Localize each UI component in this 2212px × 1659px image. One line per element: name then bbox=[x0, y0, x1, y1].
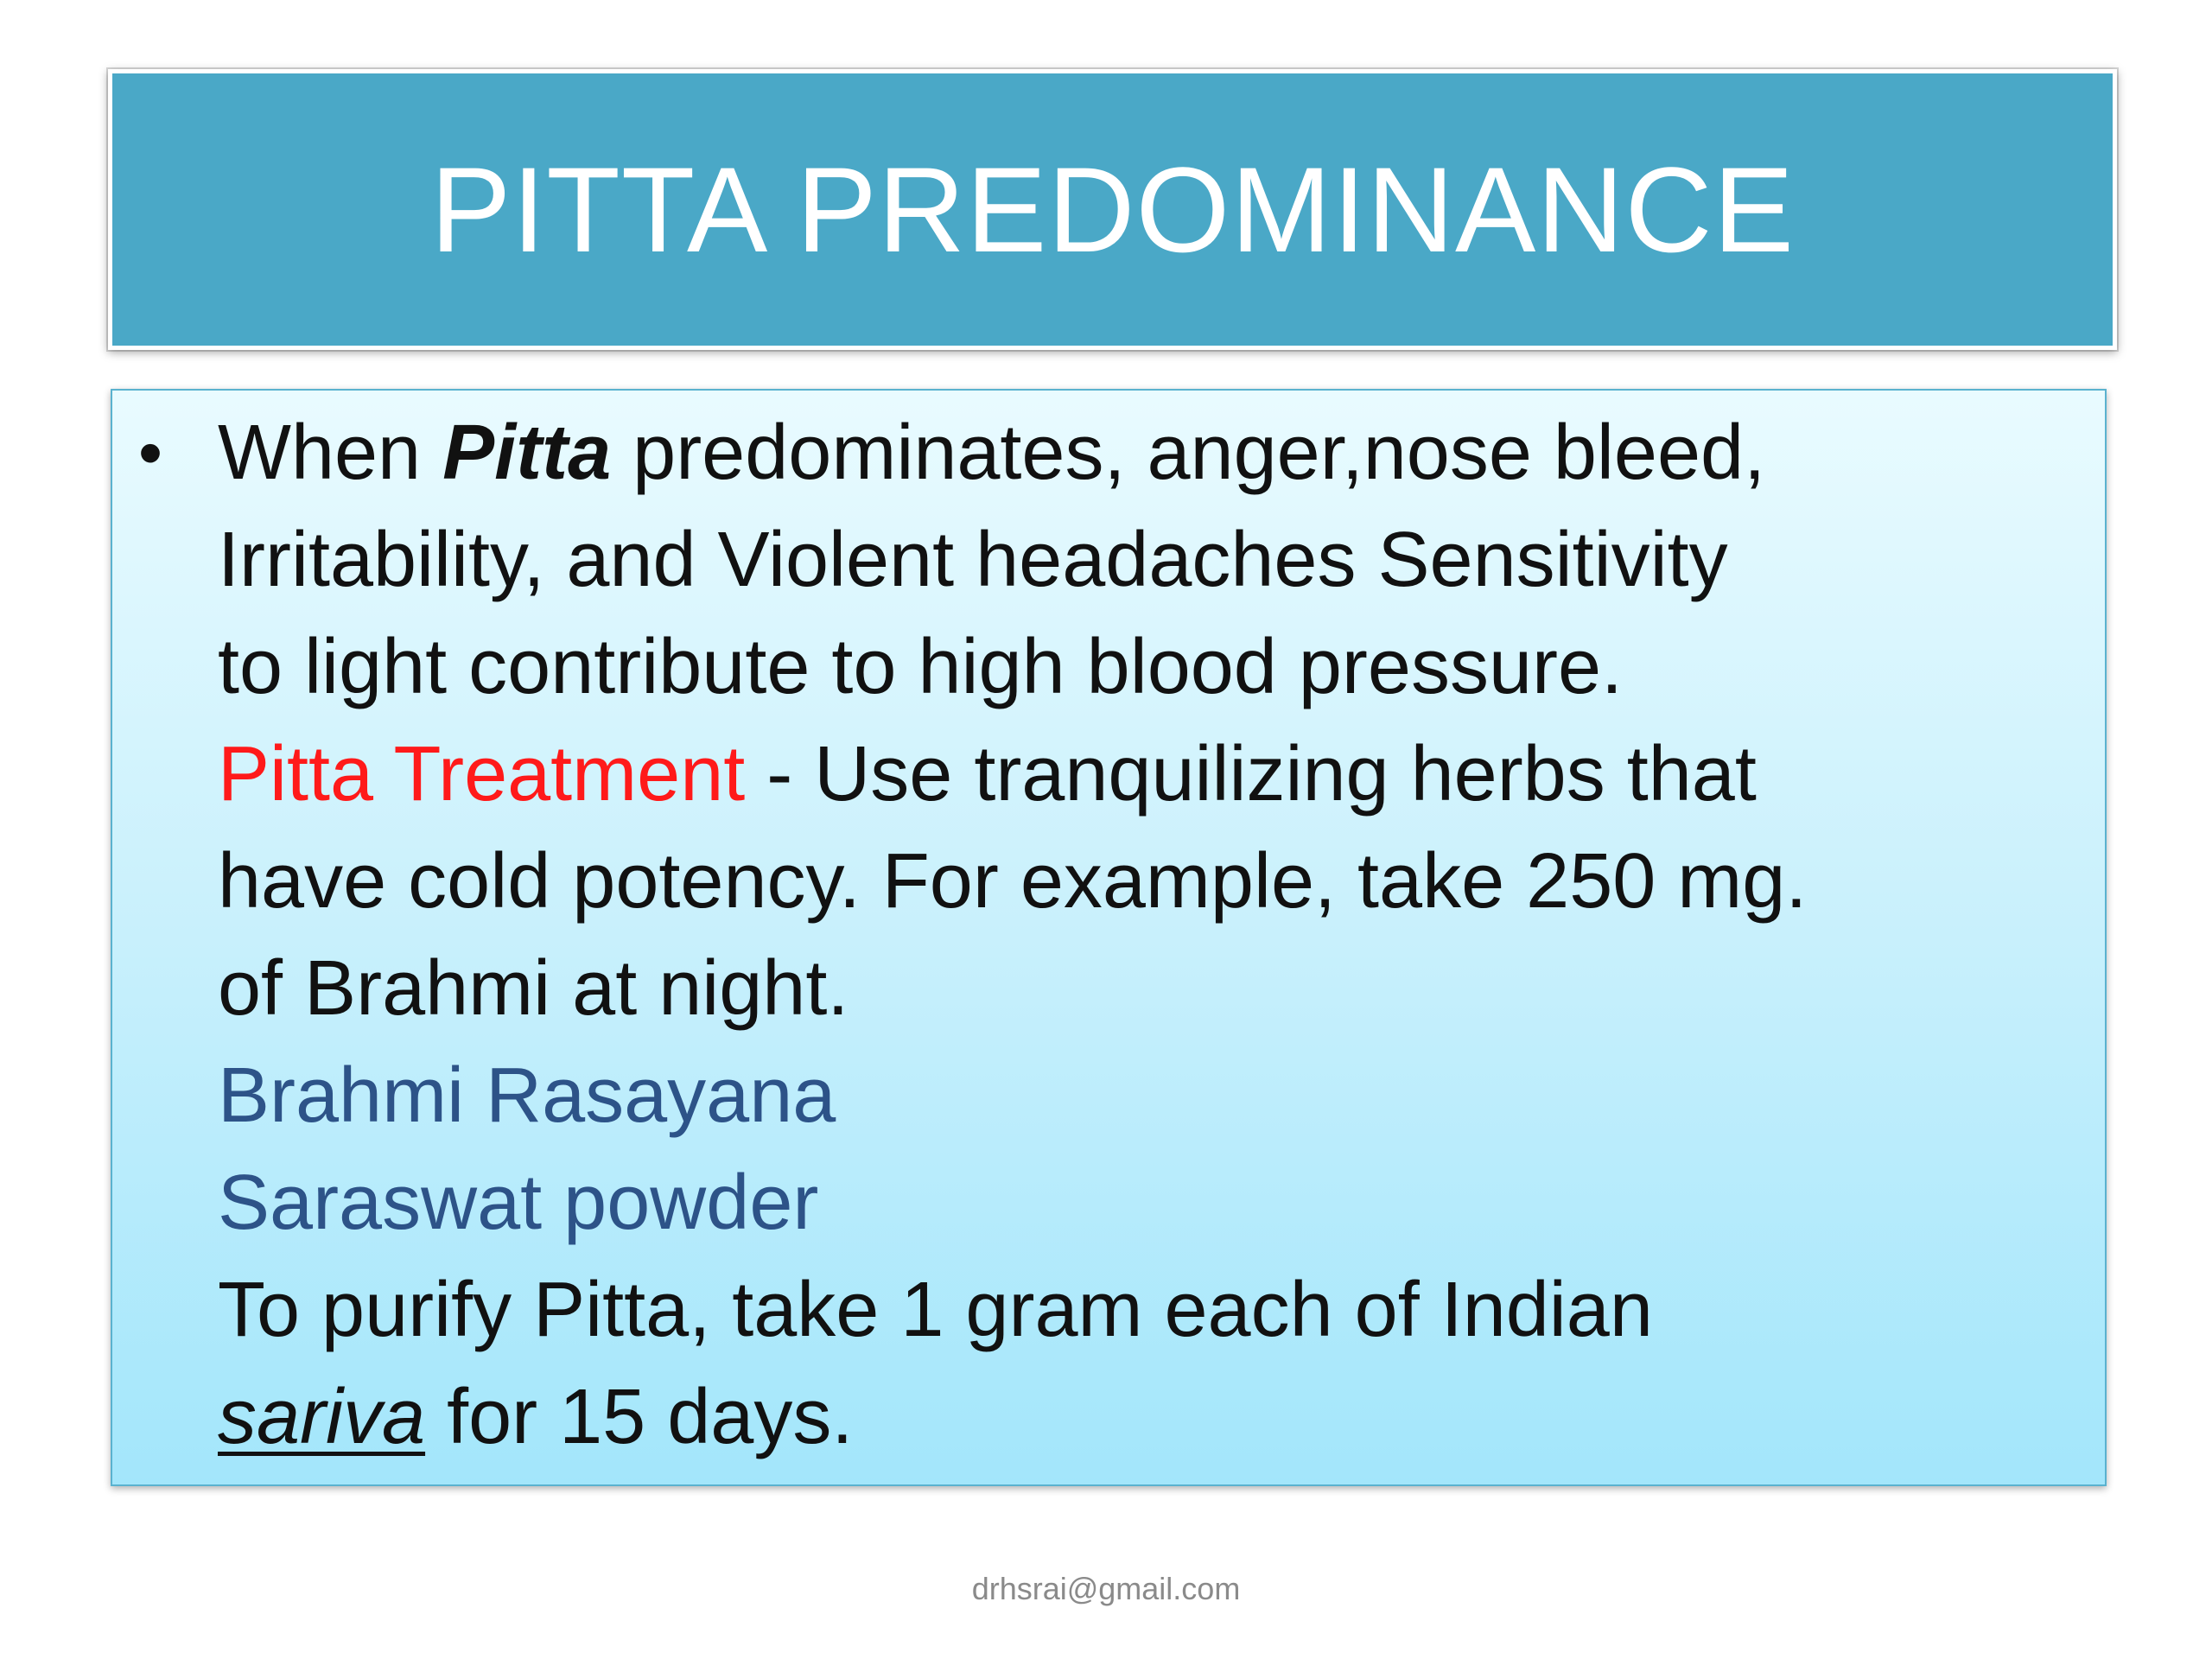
bullet-icon: • bbox=[138, 414, 163, 491]
text-line bbox=[218, 399, 2093, 506]
text-line: To purify Pitta, take 1 gram each of Indian bbox=[218, 1267, 1653, 1353]
text-line: Irritability, and Violent headaches Sensitivity bbox=[218, 517, 1728, 603]
footer-email: drhsrai@gmail.com bbox=[971, 1571, 1241, 1606]
text-line: to light contribute to high blood pressure. bbox=[218, 624, 1624, 710]
text-line bbox=[218, 1363, 2093, 1471]
remedy-brahmi-rasayana: Brahmi Rasayana bbox=[218, 1052, 836, 1139]
text-run: - Use tranquilizing herbs that bbox=[745, 731, 1757, 817]
text-run: predominates, anger,nose bleed, bbox=[611, 410, 1766, 496]
text-run: When bbox=[218, 410, 443, 496]
title-banner bbox=[108, 69, 2117, 350]
pitta-emphasis: Pitta bbox=[442, 410, 612, 496]
text-run: for 15 days. bbox=[425, 1374, 854, 1460]
pitta-treatment-heading: Pitta Treatment bbox=[218, 731, 746, 817]
slide-title: PITTA PREDOMINANCE bbox=[430, 141, 1795, 277]
bullet-paragraph bbox=[218, 399, 2093, 1471]
sariva-term: sariva bbox=[218, 1374, 426, 1460]
text-line: of Brahmi at night. bbox=[218, 945, 849, 1032]
text-line bbox=[218, 721, 2093, 828]
text-line: have cold potency. For example, take 250 mg. bbox=[218, 838, 1808, 925]
content-panel bbox=[111, 389, 2107, 1486]
remedy-saraswat-powder: Saraswat powder bbox=[218, 1160, 819, 1246]
